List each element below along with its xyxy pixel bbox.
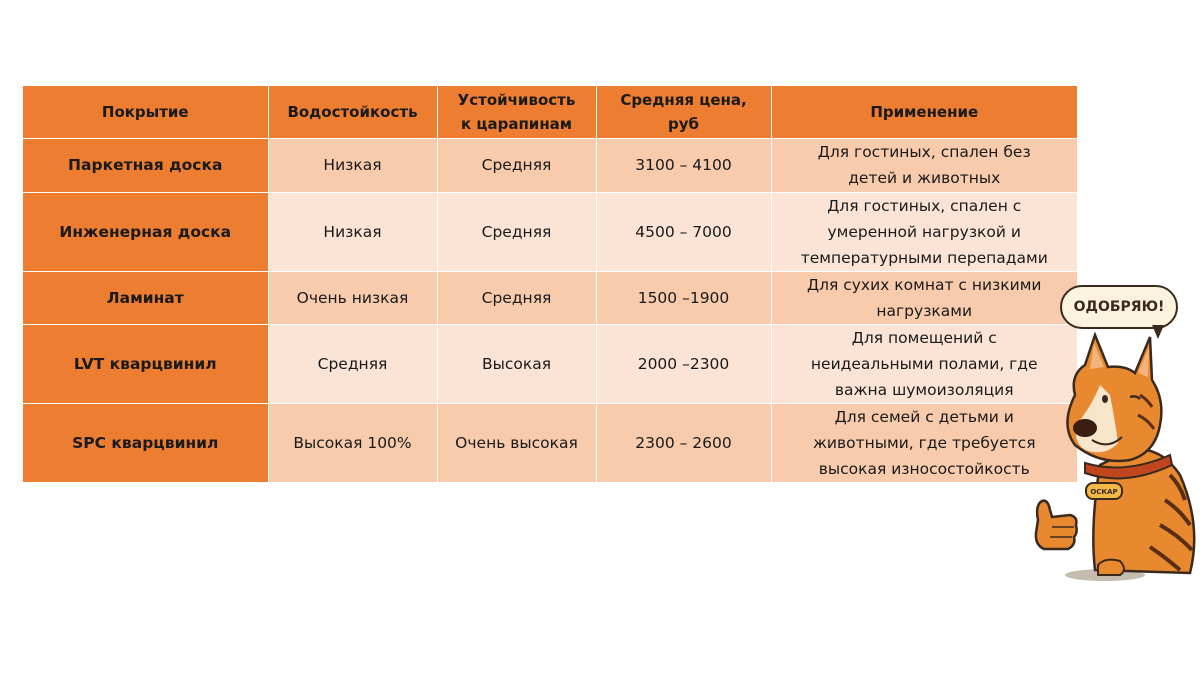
avg-price: 4500 – 7000 bbox=[596, 192, 771, 271]
scratch-resistance: Средняя bbox=[437, 192, 596, 271]
application: Для гостиных, спален с умеренной нагрузкой и температурными перепадами bbox=[771, 192, 1077, 271]
dog-thumbs-up-icon bbox=[1030, 325, 1200, 585]
scratch-resistance: Очень высокая bbox=[437, 403, 596, 482]
avg-price: 1500 –1900 bbox=[596, 271, 771, 324]
scratch-resistance: Средняя bbox=[437, 138, 596, 192]
header-application: Применение bbox=[771, 86, 1077, 138]
scratch-resistance: Средняя bbox=[437, 271, 596, 324]
water-resistance: Высокая 100% bbox=[268, 403, 437, 482]
coating-name: Ламинат bbox=[23, 271, 268, 324]
table-header-row bbox=[23, 86, 1077, 138]
speech-bubble: ОДОБРЯЮ! bbox=[1060, 285, 1178, 329]
application: Для помещений с неидеальными полами, где важна шумоизоляция bbox=[771, 324, 1077, 403]
header-coating: Покрытие bbox=[23, 86, 268, 138]
header-avg-price: Средняя цена, руб bbox=[596, 86, 771, 138]
avg-price: 3100 – 4100 bbox=[596, 138, 771, 192]
table-row bbox=[23, 324, 1077, 403]
table-row bbox=[23, 138, 1077, 192]
application: Для гостиных, спален без детей и животных bbox=[771, 138, 1077, 192]
header-water-resistance: Водостойкость bbox=[268, 86, 437, 138]
coating-name: SPC кварцвинил bbox=[23, 403, 268, 482]
avg-price: 2000 –2300 bbox=[596, 324, 771, 403]
coating-name: Паркетная доска bbox=[23, 138, 268, 192]
water-resistance: Очень низкая bbox=[268, 271, 437, 324]
water-resistance: Низкая bbox=[268, 192, 437, 271]
coating-name: Инженерная доска bbox=[23, 192, 268, 271]
application: Для сухих комнат с низкими нагрузками bbox=[771, 271, 1077, 324]
header-scratch-resistance: Устойчивость к царапинам bbox=[437, 86, 596, 138]
water-resistance: Низкая bbox=[268, 138, 437, 192]
scratch-resistance: Высокая bbox=[437, 324, 596, 403]
flooring-comparison-table bbox=[23, 86, 1077, 482]
coating-name: LVT кварцвинил bbox=[23, 324, 268, 403]
mascot-dog bbox=[1030, 285, 1200, 585]
table-row bbox=[23, 403, 1077, 482]
avg-price: 2300 – 2600 bbox=[596, 403, 771, 482]
application: Для семей с детьми и животными, где требуется высокая износостойкость bbox=[771, 403, 1077, 482]
water-resistance: Средняя bbox=[268, 324, 437, 403]
table-row bbox=[23, 271, 1077, 324]
svg-text:ОСКАР: ОСКАР bbox=[1090, 488, 1118, 496]
table-row bbox=[23, 192, 1077, 271]
